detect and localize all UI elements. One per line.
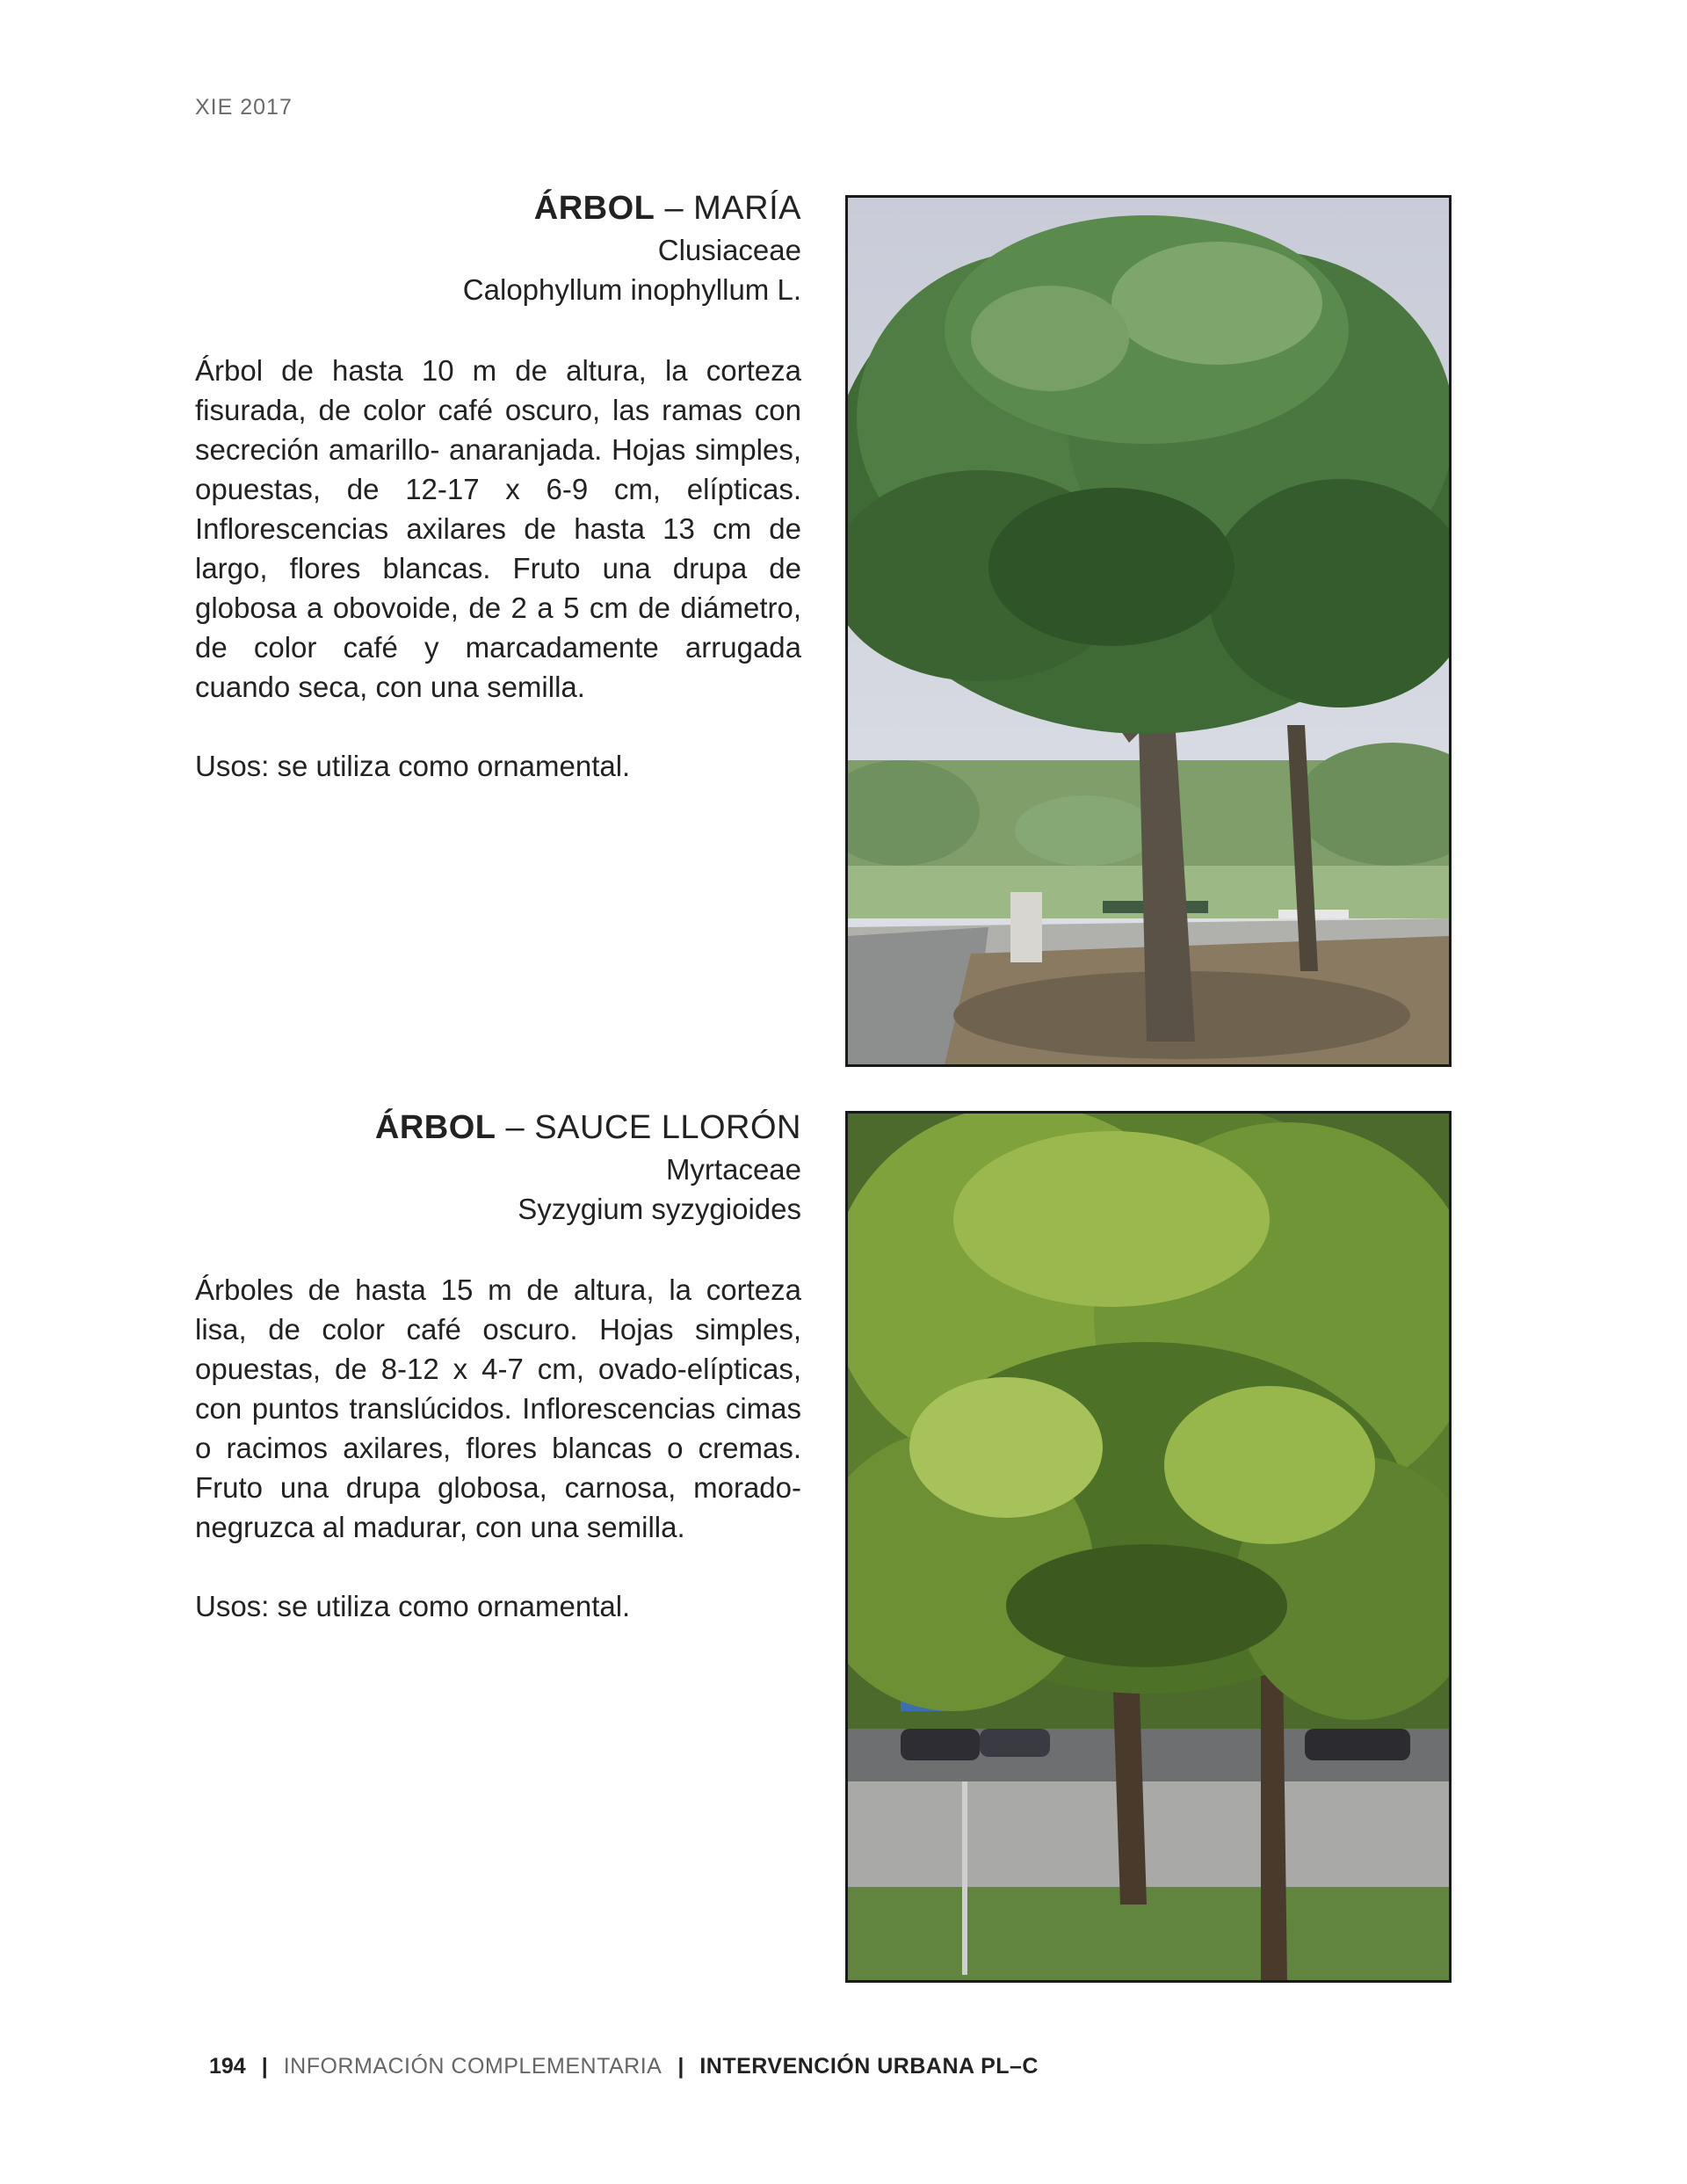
footer-section: INFORMACIÓN COMPLEMENTARIA (283, 2054, 662, 2079)
entry-uses: Usos: se utiliza como ornamental. (195, 1590, 631, 1622)
entry-species: Calophyllum inophyllum L. (462, 273, 801, 306)
entry-title-bold: ÁRBOL (533, 190, 655, 227)
entry-family: Clusiaceae (657, 234, 801, 266)
footer-project: INTERVENCIÓN URBANA PL–C (699, 2054, 1039, 2079)
entry-title (195, 1106, 801, 1150)
tree-photo-maria (845, 195, 1452, 1067)
footer-separator: | (677, 2054, 684, 2079)
page-footer (209, 2054, 1039, 2079)
running-header: XIE 2017 (195, 95, 293, 120)
entry-description: Árboles de hasta 15 m de altura, la corteza lisa, de color café oscuro. Hojas simples, opuestas, de 8-12 x 4-7 cm, ovado-elípticas, con puntos translúcidos. Inflorescencias cimas o racimos axilares, flores blancas o cremas. Fruto una drupa globosa, carnosa, morado-negruzca al madurar, con una semilla. (195, 1273, 801, 1543)
tree-photo-sauce-lloron (845, 1111, 1452, 1983)
entry-title (195, 186, 801, 230)
entry-title-name: – SAUCE LLORÓN (496, 1109, 801, 1146)
entry-uses: Usos: se utiliza como ornamental. (195, 750, 631, 782)
entry-description: Árbol de hasta 10 m de altura, la corteza fisurada, de color café oscuro, las ramas con secreción amarillo- anaranjada. Hojas simples, opuestas, de 12-17 x 6-9 cm, elípticas. Inflorescencias axilares de hasta 13 cm de largo, flores blancas. Fruto una drupa de globosa a obovoide, de 2 a 5 cm de diámetro, de color café y marcadamente arrugada cuando seca, con una semilla. (195, 354, 801, 703)
entry-species: Syzygium syzygioides (518, 1193, 801, 1225)
page-number: 194 (209, 2054, 246, 2079)
species-entry-sauce-lloron (195, 1106, 801, 1626)
entry-title-name: – MARÍA (655, 190, 801, 227)
species-entry-maria (195, 186, 801, 786)
entry-family: Myrtaceae (665, 1153, 801, 1186)
footer-separator: | (261, 2054, 268, 2079)
entry-title-bold: ÁRBOL (374, 1109, 496, 1146)
